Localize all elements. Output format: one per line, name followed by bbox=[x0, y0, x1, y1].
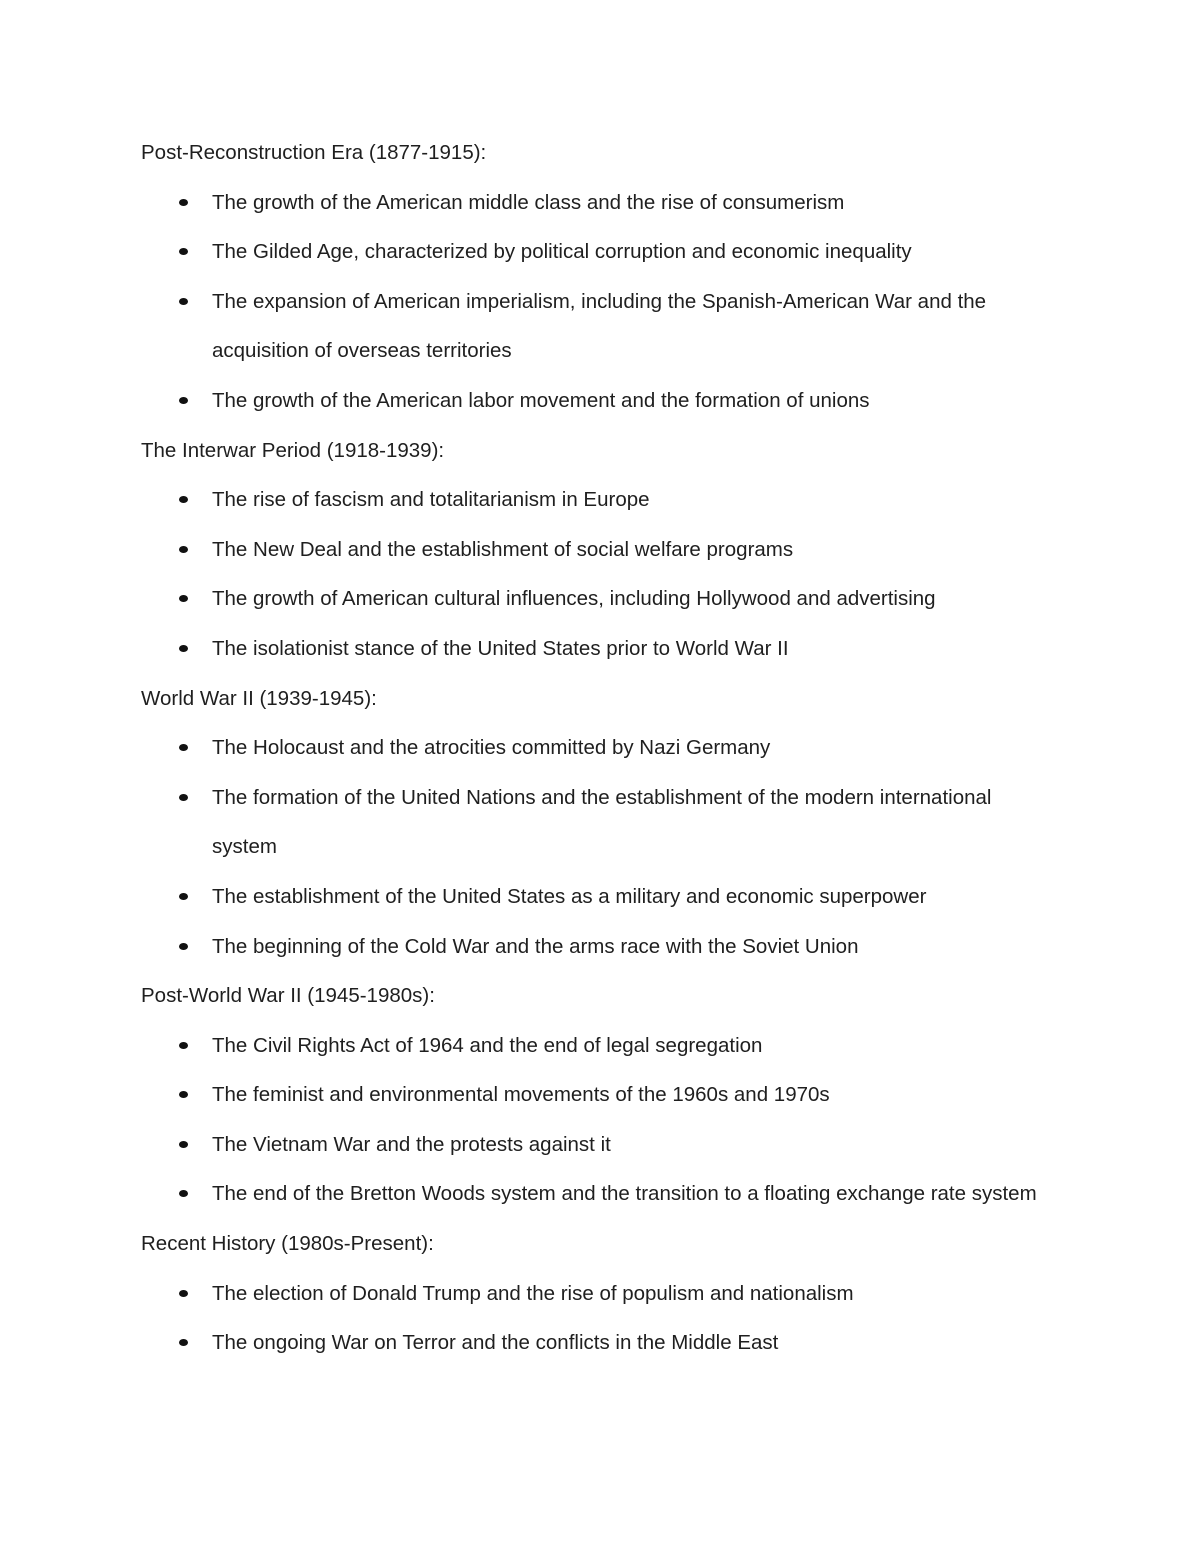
list-item-text: The Civil Rights Act of 1964 and the end of legal segregation bbox=[212, 1033, 763, 1057]
bullet-list bbox=[141, 178, 1041, 426]
list-item bbox=[141, 574, 1041, 624]
list-item bbox=[141, 1120, 1041, 1170]
list-item bbox=[141, 475, 1041, 525]
list-item bbox=[141, 277, 1041, 376]
section-heading: World War II (1939-1945): bbox=[141, 686, 377, 710]
bullet-icon bbox=[179, 595, 188, 602]
bullet-icon bbox=[179, 645, 188, 652]
section-post-world-war-ii bbox=[141, 971, 1041, 1219]
list-item-text: The end of the Bretton Woods system and the transition to a floating exchange rate system bbox=[212, 1182, 1037, 1206]
bullet-list bbox=[141, 723, 1041, 971]
bullet-icon bbox=[179, 1042, 188, 1049]
list-item bbox=[141, 1269, 1041, 1319]
bullet-icon bbox=[179, 1290, 188, 1297]
bullet-icon bbox=[179, 496, 188, 503]
bullet-icon bbox=[179, 1141, 188, 1148]
section-heading: The Interwar Period (1918-1939): bbox=[141, 438, 445, 462]
list-item-text: The growth of the American middle class and the rise of consumerism bbox=[212, 190, 845, 214]
section-recent-history bbox=[141, 1219, 1041, 1368]
bullet-icon bbox=[179, 744, 188, 751]
list-item-text: The expansion of American imperialism, including the Spanish-American War and the acquisition of overseas territories bbox=[212, 289, 987, 363]
list-item-text: The Gilded Age, characterized by political corruption and economic inequality bbox=[212, 240, 912, 264]
list-item-text: The isolationist stance of the United States prior to World War II bbox=[212, 636, 789, 660]
bullet-list bbox=[141, 1269, 1041, 1368]
list-item bbox=[141, 1318, 1041, 1368]
section-interwar-period bbox=[141, 426, 1041, 674]
bullet-icon bbox=[179, 893, 188, 900]
list-item bbox=[141, 723, 1041, 773]
list-item bbox=[141, 1021, 1041, 1071]
list-item-text: The feminist and environmental movements of the 1960s and 1970s bbox=[212, 1083, 830, 1107]
list-item bbox=[141, 227, 1041, 277]
document-body bbox=[141, 128, 1041, 1368]
bullet-list bbox=[141, 1021, 1041, 1219]
list-item-text: The New Deal and the establishment of social welfare programs bbox=[212, 537, 794, 561]
bullet-icon bbox=[179, 794, 188, 801]
list-item bbox=[141, 178, 1041, 228]
list-item bbox=[141, 1169, 1041, 1219]
section-world-war-ii bbox=[141, 674, 1041, 972]
section-post-reconstruction bbox=[141, 128, 1041, 426]
bullet-icon bbox=[179, 546, 188, 553]
bullet-icon bbox=[179, 1190, 188, 1197]
list-item bbox=[141, 773, 1041, 872]
bullet-icon bbox=[179, 199, 188, 206]
bullet-icon bbox=[179, 1339, 188, 1346]
section-heading: Post-World War II (1945-1980s): bbox=[141, 984, 435, 1008]
list-item-text: The rise of fascism and totalitarianism in Europe bbox=[212, 488, 650, 512]
list-item-text: The growth of the American labor movement and the formation of unions bbox=[212, 388, 870, 412]
bullet-icon bbox=[179, 298, 188, 305]
list-item-text: The formation of the United Nations and the establishment of the modern international system bbox=[212, 785, 992, 859]
list-item-text: The beginning of the Cold War and the arms race with the Soviet Union bbox=[212, 934, 859, 958]
bullet-list bbox=[141, 475, 1041, 673]
list-item bbox=[141, 624, 1041, 674]
list-item-text: The growth of American cultural influences, including Hollywood and advertising bbox=[212, 587, 936, 611]
list-item bbox=[141, 872, 1041, 922]
list-item-text: The Holocaust and the atrocities committed by Nazi Germany bbox=[212, 736, 771, 760]
bullet-icon bbox=[179, 397, 188, 404]
bullet-icon bbox=[179, 943, 188, 950]
section-heading: Post-Reconstruction Era (1877-1915): bbox=[141, 141, 487, 164]
bullet-icon bbox=[179, 1091, 188, 1098]
list-item-text: The Vietnam War and the protests against it bbox=[212, 1132, 611, 1156]
list-item bbox=[141, 922, 1041, 972]
list-item bbox=[141, 376, 1041, 426]
list-item bbox=[141, 1070, 1041, 1120]
list-item bbox=[141, 525, 1041, 575]
section-heading: Recent History (1980s-Present): bbox=[141, 1232, 434, 1256]
list-item-text: The establishment of the United States as a military and economic superpower bbox=[212, 884, 927, 908]
list-item-text: The election of Donald Trump and the rise of populism and nationalism bbox=[212, 1281, 854, 1305]
list-item-text: The ongoing War on Terror and the conflicts in the Middle East bbox=[212, 1331, 779, 1355]
bullet-icon bbox=[179, 248, 188, 255]
